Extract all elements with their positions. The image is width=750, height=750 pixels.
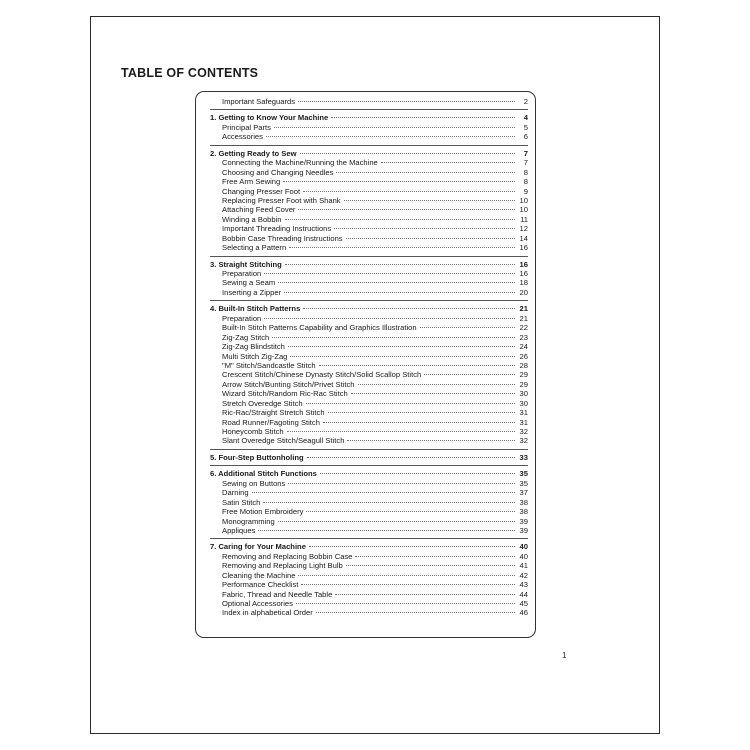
toc-page-number: 29 xyxy=(519,379,528,389)
toc-entry-row xyxy=(210,168,528,177)
toc-entry-title: Attaching Feed Cover xyxy=(222,205,296,215)
toc-entry-row xyxy=(210,205,528,214)
toc-entry-title: Multi Stitch Zig-Zag xyxy=(222,351,288,361)
dot-leader xyxy=(285,219,515,220)
toc-page-number: 7 xyxy=(523,148,528,158)
toc-page-number: 30 xyxy=(519,389,528,399)
toc-section xyxy=(210,542,528,621)
toc-entry-title: 5. Four-Step Buttonholing xyxy=(210,452,304,462)
toc-entry-title: Preparation xyxy=(222,269,262,278)
dot-leader xyxy=(290,356,515,357)
dot-leader xyxy=(319,365,515,366)
toc-entry-row xyxy=(210,370,528,379)
toc-entry-row xyxy=(210,608,528,617)
toc-page-number: 33 xyxy=(519,452,528,462)
toc-page-number: 42 xyxy=(519,570,528,580)
toc-heading-row xyxy=(210,149,528,158)
toc-heading-row xyxy=(210,113,528,122)
toc-entry-title: "M" Stitch/Sandcastle Stitch xyxy=(222,360,316,370)
toc-entry-title: Appliques xyxy=(222,525,256,535)
toc-entry-row xyxy=(210,561,528,570)
toc-entry-row xyxy=(210,187,528,196)
dot-leader xyxy=(303,308,515,309)
toc-entry-row xyxy=(210,123,528,132)
toc-entry-title: Satin Stitch xyxy=(222,497,261,507)
toc-entry-title: Connecting the Machine/Running the Machine xyxy=(222,158,378,168)
dot-leader xyxy=(303,191,515,192)
toc-page-number: 7 xyxy=(523,158,528,168)
toc-section xyxy=(210,260,528,302)
toc-page-number: 22 xyxy=(519,323,528,333)
toc-entry-title: Built-In Stitch Patterns Capability and Graphics Illustration xyxy=(222,323,417,333)
toc-page-number: 18 xyxy=(519,278,528,288)
toc-entry-row xyxy=(210,132,528,141)
dot-leader xyxy=(278,282,515,283)
toc-page-number: 38 xyxy=(519,497,528,507)
toc-page-number: 32 xyxy=(519,427,528,436)
toc-entry-title: Performance Checklist xyxy=(222,580,299,590)
toc-page-number: 41 xyxy=(519,561,528,571)
toc-entry-row xyxy=(210,399,528,408)
toc-page-number: 16 xyxy=(519,269,528,278)
toc-page-number: 24 xyxy=(519,342,528,352)
toc-page-number: 31 xyxy=(519,408,528,418)
dot-leader xyxy=(331,117,515,118)
toc-entry-row xyxy=(210,314,528,323)
toc-page-number: 21 xyxy=(519,304,528,314)
toc-entry-row xyxy=(210,269,528,278)
toc-entry-title: Stretch Overedge Stitch xyxy=(222,398,303,408)
toc-entry-row xyxy=(210,196,528,205)
toc-page-number: 11 xyxy=(520,214,528,224)
toc-entry-title: Ric-Rac/Straight Stretch Stitch xyxy=(222,408,325,418)
dot-leader xyxy=(278,521,515,522)
toc-entry-title: 7. Caring for Your Machine xyxy=(210,542,306,552)
dot-leader xyxy=(334,228,515,229)
toc-page-number: 10 xyxy=(519,205,528,215)
toc-entry-title: Monogramming xyxy=(222,516,275,526)
dot-leader xyxy=(264,318,515,319)
toc-entry-title: Removing and Replacing Bobbin Case xyxy=(222,551,353,561)
dot-leader xyxy=(335,594,515,595)
toc-entry-title: Wizard Stitch/Random Ric-Rac Stitch xyxy=(222,389,348,399)
toc-page-number: 16 xyxy=(519,243,528,253)
dot-leader xyxy=(301,584,515,585)
toc-page-number: 37 xyxy=(519,488,528,498)
toc-entry-title: Darning xyxy=(222,488,249,498)
toc-entry-row xyxy=(210,380,528,389)
toc-entry-title: Arrow Stitch/Bunting Stitch/Privet Stitch xyxy=(222,379,355,389)
dot-leader xyxy=(288,346,515,347)
toc-page-number: 9 xyxy=(523,186,528,196)
toc-entry-row xyxy=(210,488,528,497)
toc-page-number: 44 xyxy=(519,589,528,599)
dot-leader xyxy=(252,492,515,493)
dot-leader xyxy=(420,327,515,328)
toc-entry-row xyxy=(210,590,528,599)
toc-entry-title: Free Arm Sewing xyxy=(222,177,281,187)
toc-page-number: 35 xyxy=(519,478,528,488)
toc-entry-row xyxy=(210,243,528,252)
toc-entry-title: Removing and Replacing Light Bulb xyxy=(222,561,343,571)
dot-leader xyxy=(264,273,515,274)
toc-heading-row xyxy=(210,469,528,478)
toc-entry-row xyxy=(210,389,528,398)
toc-entry-title: Important Threading Instructions xyxy=(222,224,332,234)
dot-leader xyxy=(285,264,515,265)
toc-entry-title: Cleaning the Machine xyxy=(222,570,296,580)
toc-entry-title: Fabric, Thread and Needle Table xyxy=(222,589,333,599)
toc-entry-row xyxy=(210,498,528,507)
toc-page-number: 5 xyxy=(523,122,528,132)
toc-entry-row xyxy=(210,599,528,608)
toc-page-number: 2 xyxy=(523,97,528,106)
toc-section xyxy=(210,304,528,450)
toc-entry-row xyxy=(210,580,528,589)
toc-entry-title: Principal Parts xyxy=(222,122,271,132)
dot-leader xyxy=(347,440,515,441)
toc-entry-row xyxy=(210,177,528,186)
toc-entry-row xyxy=(210,342,528,351)
dot-leader xyxy=(316,612,515,613)
toc-entry-title: Sewing a Seam xyxy=(222,278,276,288)
toc-page-number: 28 xyxy=(519,360,528,370)
toc-entry-title: Optional Accessories xyxy=(222,599,293,608)
toc-entry-row xyxy=(210,288,528,297)
toc-entry-title: Free Motion Embroidery xyxy=(222,507,304,517)
dot-leader xyxy=(296,603,515,604)
toc-section xyxy=(210,113,528,145)
dot-leader xyxy=(336,172,515,173)
dot-leader xyxy=(287,431,515,432)
dot-leader xyxy=(274,127,515,128)
toc-entry-title: Road Runner/Fagoting Stitch xyxy=(222,417,320,427)
dot-leader xyxy=(306,511,515,512)
dot-leader xyxy=(328,412,515,413)
dot-leader xyxy=(258,530,515,531)
toc-page-number: 38 xyxy=(519,507,528,517)
toc-entry-title: Zig-Zag Blindstitch xyxy=(222,342,285,352)
dot-leader xyxy=(344,200,515,201)
toc-entry-row xyxy=(210,427,528,436)
toc-list xyxy=(210,97,528,624)
dot-leader xyxy=(289,247,515,248)
toc-page-number: 6 xyxy=(523,132,528,142)
toc-entry-row xyxy=(210,571,528,580)
toc-entry-title: 6. Additional Stitch Functions xyxy=(210,469,317,479)
toc-heading-row xyxy=(210,453,528,462)
toc-entry-title: Important Safeguards xyxy=(222,97,296,106)
toc-entry-title: Crescent Stitch/Chinese Dynasty Stitch/Solid Scallop Stitch xyxy=(222,370,422,380)
page-number: 1 xyxy=(562,651,567,660)
toc-entry-title: Index in alphabetical Order xyxy=(222,608,313,618)
toc-entry-row xyxy=(210,215,528,224)
toc-page-number: 40 xyxy=(519,542,528,552)
dot-leader xyxy=(355,556,515,557)
toc-page-number: 16 xyxy=(519,259,528,269)
toc-entry-title: Accessories xyxy=(222,132,263,142)
toc-page-number: 35 xyxy=(519,469,528,479)
toc-page-number: 20 xyxy=(519,287,528,297)
toc-entry-row xyxy=(210,361,528,370)
dot-leader xyxy=(424,374,515,375)
toc-entry-title: 2. Getting Ready to Sew xyxy=(210,148,297,158)
toc-page-number: 8 xyxy=(523,167,528,177)
toc-entry-title: Inserting a Zipper xyxy=(222,287,282,297)
toc-page-number: 4 xyxy=(523,113,528,123)
toc-entry-row xyxy=(210,526,528,535)
toc-entry-title: 4. Built-In Stitch Patterns xyxy=(210,304,301,314)
toc-page-number: 45 xyxy=(519,599,528,608)
toc-entry-row xyxy=(210,97,528,106)
toc-entry-title: Honeycomb Stitch xyxy=(222,427,284,436)
dot-leader xyxy=(320,473,515,474)
toc-entry-title: 3. Straight Stitching xyxy=(210,259,282,269)
toc-entry-row xyxy=(210,479,528,488)
toc-entry-row xyxy=(210,352,528,361)
toc-entry-title: Choosing and Changing Needles xyxy=(222,167,334,177)
toc-entry-title: Slant Overedge Stitch/Seagull Stitch xyxy=(222,436,345,446)
toc-page-number: 39 xyxy=(519,525,528,535)
toc-heading-row xyxy=(210,260,528,269)
toc-section xyxy=(210,453,528,466)
dot-leader xyxy=(351,393,515,394)
toc-entry-row xyxy=(210,224,528,233)
toc-page-number: 40 xyxy=(519,551,528,561)
dot-leader xyxy=(358,384,515,385)
toc-heading-row xyxy=(210,304,528,313)
toc-section xyxy=(210,149,528,257)
toc-entry-title: Bobbin Case Threading Instructions xyxy=(222,233,343,243)
toc-entry-row xyxy=(210,507,528,516)
dot-leader xyxy=(283,181,515,182)
toc-entry-row xyxy=(210,323,528,332)
toc-entry-row xyxy=(210,517,528,526)
dot-leader xyxy=(298,575,515,576)
toc-entry-title: Preparation xyxy=(222,313,262,323)
toc-entry-row xyxy=(210,234,528,243)
toc-page-number: 8 xyxy=(523,177,528,187)
toc-entry-title: Replacing Presser Foot with Shank xyxy=(222,195,341,205)
dot-leader xyxy=(284,292,515,293)
toc-page-number: 30 xyxy=(519,398,528,408)
toc-page-number: 26 xyxy=(519,351,528,361)
dot-leader xyxy=(306,403,515,404)
toc-entry-title: Selecting a Pattern xyxy=(222,243,287,253)
dot-leader xyxy=(300,153,515,154)
toc-page-number: 23 xyxy=(519,332,528,342)
dot-leader xyxy=(307,457,515,458)
toc-section xyxy=(210,97,528,110)
toc-page-number: 43 xyxy=(519,580,528,590)
dot-leader xyxy=(346,565,515,566)
dot-leader xyxy=(346,238,515,239)
toc-entry-row xyxy=(210,436,528,445)
toc-section xyxy=(210,469,528,539)
dot-leader xyxy=(272,337,515,338)
dot-leader xyxy=(266,136,515,137)
toc-page-number: 21 xyxy=(519,313,528,323)
toc-page-number: 10 xyxy=(519,195,528,205)
toc-page-number: 46 xyxy=(519,608,528,618)
toc-heading-row xyxy=(210,542,528,551)
toc-page-number: 39 xyxy=(519,516,528,526)
dot-leader xyxy=(298,101,515,102)
toc-page-number: 31 xyxy=(519,417,528,427)
toc-entry-row xyxy=(210,333,528,342)
toc-entry-row xyxy=(210,278,528,287)
toc-entry-row xyxy=(210,552,528,561)
dot-leader xyxy=(309,546,515,547)
page-title: TABLE OF CONTENTS xyxy=(121,66,259,80)
toc-entry-row xyxy=(210,418,528,427)
toc-entry-row xyxy=(210,408,528,417)
toc-page-number: 29 xyxy=(519,370,528,380)
toc-page-number: 14 xyxy=(519,233,528,243)
toc-page-number: 32 xyxy=(519,436,528,446)
dot-leader xyxy=(323,422,515,423)
dot-leader xyxy=(263,502,515,503)
dot-leader xyxy=(288,483,515,484)
dot-leader xyxy=(298,209,515,210)
toc-entry-title: 1. Getting to Know Your Machine xyxy=(210,113,329,123)
toc-page-number: 12 xyxy=(519,224,528,234)
toc-entry-title: Winding a Bobbin xyxy=(222,214,282,224)
dot-leader xyxy=(381,162,515,163)
toc-entry-title: Changing Presser Foot xyxy=(222,186,301,196)
toc-entry-title: Sewing on Buttons xyxy=(222,478,286,488)
toc-entry-row xyxy=(210,158,528,167)
toc-entry-title: Zig-Zag Stitch xyxy=(222,332,270,342)
